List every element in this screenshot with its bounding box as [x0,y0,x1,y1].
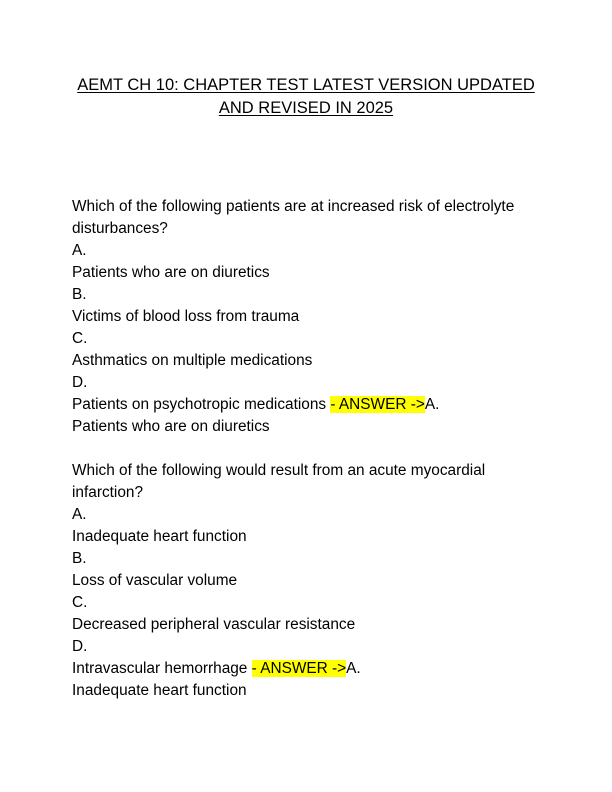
answer-letter: A. [424,396,440,413]
option-c-text: Asthmatics on multiple medications [72,352,313,369]
document-title [60,74,552,120]
option-d-text: Intravascular hemorrhage [72,660,252,677]
question-text: Which of the following patients are at increased risk of electrolyte disturbances? [72,198,515,237]
option-c-text: Decreased peripheral vascular resistance [72,616,356,633]
option-a-letter: A. [72,242,87,259]
option-d-line [72,658,542,680]
option-b-letter: B. [72,286,87,303]
answer-text: Inadequate heart function [72,682,247,699]
question-text: Which of the following would result from an acute myocardial infarction? [72,462,486,501]
option-d-text: Patients on psychotropic medications [72,396,331,413]
title-line-2: AND REVISED IN 2025 [218,99,394,117]
option-b-letter: B. [72,550,87,567]
answer-text: Patients who are on diuretics [72,418,270,435]
question-item-2 [72,460,542,702]
answer-marker-highlight: - ANSWER -> [251,660,347,677]
question-item-1 [72,196,542,438]
title-line-1: AEMT CH 10: CHAPTER TEST LATEST VERSION UPDATED [77,76,535,94]
option-d-line [72,394,542,416]
option-d-letter: D. [72,374,88,391]
option-d-letter: D. [72,638,88,655]
question-list [72,196,542,724]
option-a-letter: A. [72,506,87,523]
answer-letter: A. [346,660,361,677]
option-a-text: Inadequate heart function [72,528,247,545]
option-b-text: Victims of blood loss from trauma [72,308,300,325]
option-a-text: Patients who are on diuretics [72,264,270,281]
option-c-letter: C. [72,594,88,611]
answer-marker-highlight: - ANSWER -> [330,396,425,413]
option-b-text: Loss of vascular volume [72,572,238,589]
option-c-letter: C. [72,330,88,347]
